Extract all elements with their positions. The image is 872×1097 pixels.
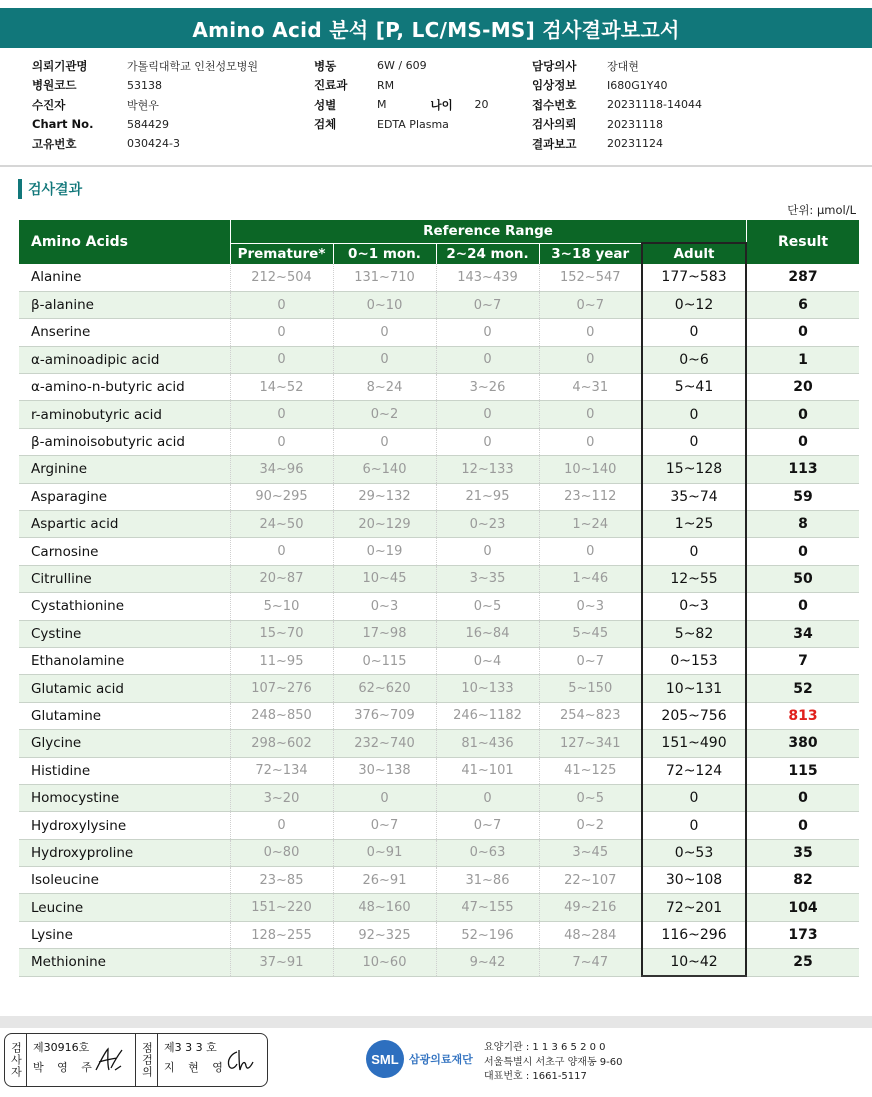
age-value: 20: [474, 98, 489, 112]
reference-range-cell: 3~45: [539, 839, 642, 866]
info-value: I680G1Y40: [607, 78, 668, 92]
reference-range-cell: 3~20: [230, 784, 333, 811]
reference-range-cell: 0~4: [436, 647, 539, 674]
reference-range-cell: 4~31: [539, 374, 642, 401]
reference-range-cell: 41~125: [539, 757, 642, 784]
info-value: 가톨릭대학교 인천성모병원: [127, 59, 259, 73]
signature-box: [4, 1033, 268, 1087]
adult-range-cell: 0: [642, 812, 746, 839]
amino-acid-name: Histidine: [19, 757, 230, 784]
adult-range-cell: 0~12: [642, 291, 746, 318]
adult-range-cell: 116~296: [642, 921, 746, 948]
reference-range-cell: 248~850: [230, 702, 333, 729]
unit-label: 단위: μmol/L: [787, 203, 856, 217]
table-row: [19, 593, 859, 620]
reference-range-cell: 41~101: [436, 757, 539, 784]
reviewer-name: 지 현 영: [164, 1061, 228, 1074]
amino-acid-name: α-aminoadipic acid: [19, 346, 230, 373]
amino-acid-name: r-aminobutyric acid: [19, 401, 230, 428]
reference-range-cell: 0: [230, 538, 333, 565]
reference-range-cell: 0~7: [436, 291, 539, 318]
patient-info-col3: [532, 56, 702, 154]
patient-info-col1: [32, 56, 258, 154]
inspector-label: 검사자: [5, 1034, 27, 1086]
result-value: 0: [746, 593, 859, 620]
info-value: 20231118-14044: [607, 98, 702, 112]
table-row: [19, 921, 859, 948]
table-row: [19, 839, 859, 866]
reference-range-cell: 131~710: [333, 264, 436, 291]
reference-range-cell: 0: [230, 812, 333, 839]
result-value: 287: [746, 264, 859, 291]
table-row: [19, 812, 859, 839]
reference-range-cell: 52~196: [436, 921, 539, 948]
result-value: 113: [746, 456, 859, 483]
adult-range-cell: 0~153: [642, 647, 746, 674]
reference-range-cell: 0: [230, 401, 333, 428]
table-row: [19, 757, 859, 784]
amino-acid-name: β-alanine: [19, 291, 230, 318]
adult-range-cell: 0~53: [642, 839, 746, 866]
result-value: 34: [746, 620, 859, 647]
reference-range-cell: 92~325: [333, 921, 436, 948]
reference-range-cell: 0: [436, 428, 539, 455]
reference-range-cell: 31~86: [436, 867, 539, 894]
amino-acid-name: Isoleucine: [19, 867, 230, 894]
reference-range-cell: 0: [230, 319, 333, 346]
table-row: [19, 291, 859, 318]
header-amino-acids: Amino Acids: [19, 220, 230, 264]
reference-range-cell: 5~10: [230, 593, 333, 620]
reference-range-cell: 0: [230, 428, 333, 455]
amino-acid-name: Cystine: [19, 620, 230, 647]
info-value: 박현우: [127, 98, 159, 112]
section-marker: [18, 179, 22, 199]
reference-range-cell: 0: [436, 319, 539, 346]
info-label: 검사의뢰: [532, 117, 577, 132]
reference-range-cell: 23~112: [539, 483, 642, 510]
adult-range-cell: 10~131: [642, 675, 746, 702]
reference-range-cell: 0: [333, 346, 436, 373]
reference-range-cell: 0~2: [333, 401, 436, 428]
reference-range-cell: 0~5: [539, 784, 642, 811]
table-row: [19, 784, 859, 811]
subheader-0-1-mon: 0~1 mon.: [333, 243, 436, 264]
adult-range-cell: 30~108: [642, 867, 746, 894]
reference-range-cell: 0~63: [436, 839, 539, 866]
reviewer-label: 점검의: [136, 1034, 158, 1086]
reference-range-cell: 376~709: [333, 702, 436, 729]
info-value: 6W / 609: [377, 59, 427, 73]
reference-range-cell: 0~23: [436, 511, 539, 538]
reference-range-cell: 23~85: [230, 867, 333, 894]
reference-range-cell: 12~133: [436, 456, 539, 483]
reference-range-cell: 8~24: [333, 374, 436, 401]
result-value: 104: [746, 894, 859, 921]
info-label: 의뢰기관명: [32, 58, 88, 73]
result-value: 0: [746, 538, 859, 565]
result-value: 50: [746, 565, 859, 592]
reference-range-cell: 16~84: [436, 620, 539, 647]
result-value: 7: [746, 647, 859, 674]
amino-acid-name: Arginine: [19, 456, 230, 483]
info-label: 담당의사: [532, 58, 577, 73]
adult-range-cell: 205~756: [642, 702, 746, 729]
adult-range-cell: 1~25: [642, 511, 746, 538]
reference-range-cell: 24~50: [230, 511, 333, 538]
subheader-adult: Adult: [642, 243, 746, 264]
reference-range-cell: 0: [333, 319, 436, 346]
info-label: 수진자: [32, 97, 66, 112]
reference-range-cell: 90~295: [230, 483, 333, 510]
reference-range-cell: 47~155: [436, 894, 539, 921]
results-table: [19, 220, 859, 977]
reference-range-cell: 0~80: [230, 839, 333, 866]
reference-range-cell: 0: [539, 346, 642, 373]
result-value: 0: [746, 428, 859, 455]
info-label: 성별: [314, 97, 337, 112]
result-value: 82: [746, 867, 859, 894]
reference-range-cell: 48~284: [539, 921, 642, 948]
adult-range-cell: 72~201: [642, 894, 746, 921]
reference-range-cell: 7~47: [539, 949, 642, 976]
adult-range-cell: 0: [642, 401, 746, 428]
amino-acid-name: Alanine: [19, 264, 230, 291]
inspector-cell: [27, 1034, 136, 1086]
reference-range-cell: 0~10: [333, 291, 436, 318]
reference-range-cell: 254~823: [539, 702, 642, 729]
reference-range-cell: 37~91: [230, 949, 333, 976]
reference-range-cell: 246~1182: [436, 702, 539, 729]
amino-acid-name: Leucine: [19, 894, 230, 921]
info-value: RM: [377, 78, 395, 92]
result-value: 35: [746, 839, 859, 866]
table-row: [19, 538, 859, 565]
amino-acid-name: Cystathionine: [19, 593, 230, 620]
reviewer-cell: [158, 1034, 267, 1086]
reference-range-cell: 81~436: [436, 730, 539, 757]
info-label: 결과보고: [532, 136, 577, 151]
reference-range-cell: 151~220: [230, 894, 333, 921]
reference-range-cell: 128~255: [230, 921, 333, 948]
amino-acid-name: Methionine: [19, 949, 230, 976]
table-row: [19, 456, 859, 483]
info-label: 검체: [314, 117, 337, 132]
reference-range-cell: 127~341: [539, 730, 642, 757]
adult-range-cell: 12~55: [642, 565, 746, 592]
info-value: 584429: [127, 117, 169, 131]
reference-range-cell: 0: [436, 401, 539, 428]
info-value: 20231118: [607, 117, 663, 131]
result-value: 0: [746, 812, 859, 839]
reference-range-cell: 0~7: [539, 647, 642, 674]
result-value: 25: [746, 949, 859, 976]
reference-range-cell: 22~107: [539, 867, 642, 894]
reference-range-cell: 29~132: [333, 483, 436, 510]
info-label: Chart No.: [32, 117, 94, 132]
table-row: [19, 428, 859, 455]
reference-range-cell: 0~5: [436, 593, 539, 620]
reference-range-cell: 30~138: [333, 757, 436, 784]
reference-range-cell: 9~42: [436, 949, 539, 976]
reference-range-cell: 1~24: [539, 511, 642, 538]
table-row: [19, 346, 859, 373]
reference-range-cell: 11~95: [230, 647, 333, 674]
reference-range-cell: 0: [333, 428, 436, 455]
result-value: 115: [746, 757, 859, 784]
reference-range-cell: 15~70: [230, 620, 333, 647]
reference-range-cell: 10~45: [333, 565, 436, 592]
info-label: 병동: [314, 58, 337, 73]
reference-range-cell: 0~2: [539, 812, 642, 839]
amino-acid-name: Citrulline: [19, 565, 230, 592]
table-row: [19, 374, 859, 401]
inspector-name: 박 영 주: [33, 1061, 97, 1074]
reference-range-cell: 0: [539, 428, 642, 455]
inspector-signature-icon: [93, 1046, 125, 1074]
result-value: 813: [746, 702, 859, 729]
reference-range-cell: 10~133: [436, 675, 539, 702]
reference-range-cell: 48~160: [333, 894, 436, 921]
reference-range-cell: 0: [539, 538, 642, 565]
sml-logo: [366, 1040, 473, 1078]
table-row: [19, 319, 859, 346]
amino-acid-name: Asparagine: [19, 483, 230, 510]
adult-range-cell: 0~6: [642, 346, 746, 373]
section-heading: [18, 178, 82, 200]
reference-range-cell: 1~46: [539, 565, 642, 592]
amino-acid-name: Aspartic acid: [19, 511, 230, 538]
info-value: 20231124: [607, 137, 663, 151]
adult-range-cell: 0~3: [642, 593, 746, 620]
table-row: [19, 511, 859, 538]
age-label: 나이: [430, 97, 453, 112]
reference-range-cell: 143~439: [436, 264, 539, 291]
reference-range-cell: 232~740: [333, 730, 436, 757]
adult-range-cell: 0: [642, 319, 746, 346]
address-line: 대표번호 : 1661-5117: [484, 1071, 587, 1082]
amino-acid-name: Anserine: [19, 319, 230, 346]
table-row: [19, 730, 859, 757]
inspector-license: 제30916호: [33, 1041, 90, 1054]
table-row: [19, 483, 859, 510]
reference-range-cell: 5~150: [539, 675, 642, 702]
header-divider: [0, 165, 872, 167]
adult-range-cell: 0: [642, 538, 746, 565]
info-value: 장대현: [607, 59, 639, 73]
table-row: [19, 401, 859, 428]
table-row: [19, 867, 859, 894]
reference-range-cell: 0~19: [333, 538, 436, 565]
info-value: M: [377, 98, 387, 112]
reference-range-cell: 152~547: [539, 264, 642, 291]
reference-range-cell: 0: [230, 291, 333, 318]
amino-acid-name: Lysine: [19, 921, 230, 948]
reference-range-cell: 62~620: [333, 675, 436, 702]
header-result: Result: [746, 220, 859, 264]
info-value: 53138: [127, 78, 162, 92]
reference-range-cell: 20~87: [230, 565, 333, 592]
adult-range-cell: 72~124: [642, 757, 746, 784]
table-row: [19, 620, 859, 647]
reference-range-cell: 0~7: [436, 812, 539, 839]
amino-acid-name: Ethanolamine: [19, 647, 230, 674]
reference-range-cell: 0: [333, 784, 436, 811]
amino-acid-name: β-aminoisobutyric acid: [19, 428, 230, 455]
result-value: 8: [746, 511, 859, 538]
reference-range-cell: 72~134: [230, 757, 333, 784]
adult-range-cell: 10~42: [642, 949, 746, 976]
result-value: 59: [746, 483, 859, 510]
result-value: 1: [746, 346, 859, 373]
reference-range-cell: 0: [230, 346, 333, 373]
logo-mark: SML: [366, 1040, 404, 1078]
reference-range-cell: 212~504: [230, 264, 333, 291]
reference-range-cell: 0~3: [539, 593, 642, 620]
info-label: 접수번호: [532, 97, 577, 112]
amino-acid-name: α-amino-n-butyric acid: [19, 374, 230, 401]
info-value: 030424-3: [127, 137, 180, 151]
reference-range-cell: 3~26: [436, 374, 539, 401]
reference-range-cell: 0: [436, 784, 539, 811]
adult-range-cell: 35~74: [642, 483, 746, 510]
reference-range-cell: 26~91: [333, 867, 436, 894]
org-name: 삼광의료재단: [409, 1053, 473, 1066]
amino-acid-name: Hydroxylysine: [19, 812, 230, 839]
patient-info-col2: [314, 56, 489, 134]
reference-range-cell: 10~140: [539, 456, 642, 483]
reference-range-cell: 10~60: [333, 949, 436, 976]
result-value: 0: [746, 319, 859, 346]
reference-range-cell: 298~602: [230, 730, 333, 757]
reference-range-cell: 0: [436, 346, 539, 373]
results-body: [19, 264, 859, 976]
result-value: 0: [746, 401, 859, 428]
info-value: EDTA Plasma: [377, 117, 449, 131]
reference-range-cell: 0~115: [333, 647, 436, 674]
reference-range-cell: 0: [436, 538, 539, 565]
adult-range-cell: 151~490: [642, 730, 746, 757]
adult-range-cell: 5~82: [642, 620, 746, 647]
address-line: 서울특별시 서초구 양재동 9-60: [484, 1056, 623, 1068]
section-title: 검사결과: [28, 182, 83, 198]
table-row: [19, 647, 859, 674]
reference-range-cell: 20~129: [333, 511, 436, 538]
result-value: 173: [746, 921, 859, 948]
info-label: 고유번호: [32, 136, 77, 151]
table-row: [19, 894, 859, 921]
footer-divider: [0, 1016, 872, 1028]
reference-range-cell: 0: [539, 401, 642, 428]
reference-range-cell: 0~91: [333, 839, 436, 866]
result-value: 6: [746, 291, 859, 318]
reviewer-license: 제3 3 3 호: [164, 1041, 217, 1054]
result-value: 0: [746, 784, 859, 811]
amino-acid-name: Hydroxyproline: [19, 839, 230, 866]
adult-range-cell: 5~41: [642, 374, 746, 401]
reference-range-cell: 0~7: [539, 291, 642, 318]
reviewer-signature-icon: [223, 1046, 257, 1074]
table-row: [19, 949, 859, 976]
address-line: 요양기관 : 1 1 3 6 5 2 0 0: [484, 1042, 606, 1053]
reference-range-cell: 49~216: [539, 894, 642, 921]
reference-range-cell: 21~95: [436, 483, 539, 510]
adult-range-cell: 15~128: [642, 456, 746, 483]
org-address: [484, 1041, 623, 1085]
subheader-2-24-mon: 2~24 mon.: [436, 243, 539, 264]
table-row: [19, 565, 859, 592]
reference-range-cell: 3~35: [436, 565, 539, 592]
amino-acid-name: Glutamine: [19, 702, 230, 729]
info-label: 병원코드: [32, 78, 77, 93]
header-reference-range: Reference Range: [230, 220, 746, 243]
reference-range-cell: 107~276: [230, 675, 333, 702]
reference-range-cell: 34~96: [230, 456, 333, 483]
table-row: [19, 675, 859, 702]
result-value: 380: [746, 730, 859, 757]
reference-range-cell: 14~52: [230, 374, 333, 401]
info-label: 임상정보: [532, 78, 577, 93]
amino-acid-name: Glycine: [19, 730, 230, 757]
adult-range-cell: 177~583: [642, 264, 746, 291]
reference-range-cell: 0~3: [333, 593, 436, 620]
result-value: 52: [746, 675, 859, 702]
result-value: 20: [746, 374, 859, 401]
info-label: 진료과: [314, 78, 348, 93]
amino-acid-name: Homocystine: [19, 784, 230, 811]
table-row: [19, 702, 859, 729]
reference-range-cell: 0~7: [333, 812, 436, 839]
reference-range-cell: 0: [539, 319, 642, 346]
table-row: [19, 264, 859, 291]
amino-acid-name: Carnosine: [19, 538, 230, 565]
reference-range-cell: 5~45: [539, 620, 642, 647]
amino-acid-name: Glutamic acid: [19, 675, 230, 702]
reference-range-cell: 6~140: [333, 456, 436, 483]
reference-range-cell: 17~98: [333, 620, 436, 647]
subheader-3-18-year: 3~18 year: [539, 243, 642, 264]
report-title: Amino Acid 분석 [P, LC/MS-MS] 검사결과보고서: [0, 8, 872, 48]
subheader-premature: Premature*: [230, 243, 333, 264]
adult-range-cell: 0: [642, 428, 746, 455]
adult-range-cell: 0: [642, 784, 746, 811]
